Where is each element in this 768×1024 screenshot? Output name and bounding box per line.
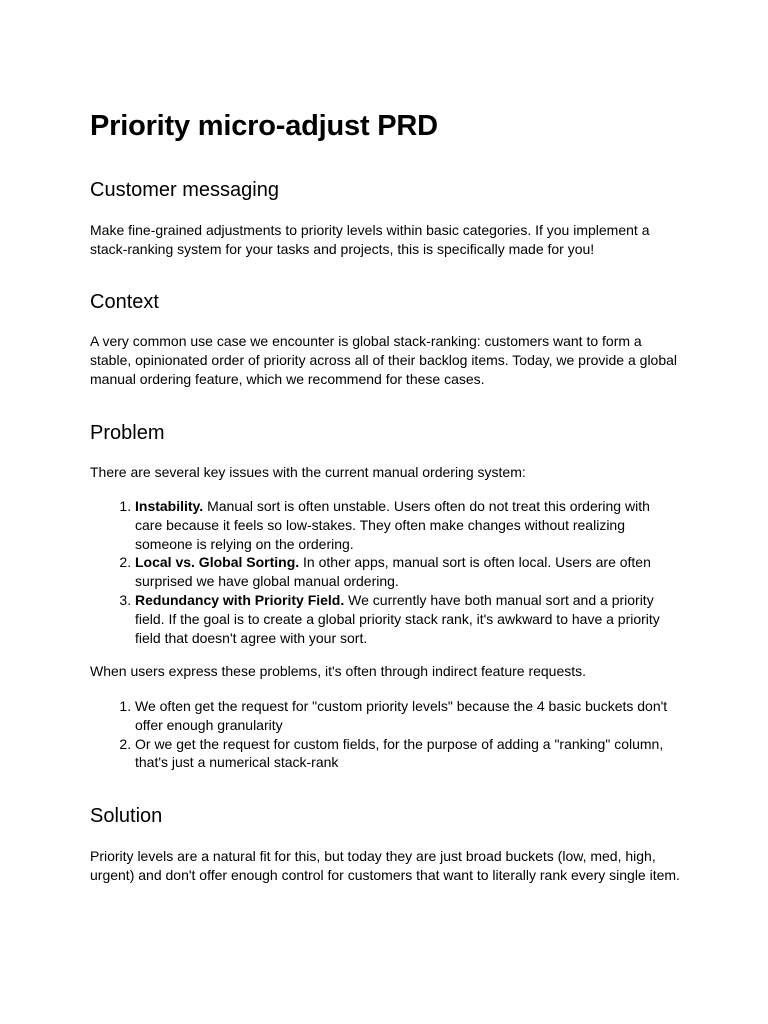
issue-title: Instability. (135, 498, 204, 514)
heading-customer-messaging: Customer messaging (90, 179, 279, 201)
heading-problem: Problem (90, 422, 165, 444)
list-item (135, 591, 680, 647)
issue-text: Manual sort is often unstable. Users often do not treat this ordering with care because it feels so low-stakes. They often make changes without realizing someone is relying on the ordering. (135, 498, 650, 552)
list-item (135, 497, 680, 553)
list-item: 2. Or we get the request for custom fields, for the purpose of adding a "ranking" column, that's just a numerical stack-rank (135, 735, 680, 773)
heading-context: Context (90, 291, 159, 313)
document-title: Priority micro-adjust PRD (90, 110, 438, 142)
list-item: 1. We often get the request for "custom priority levels" because the 4 basic buckets don't offer enough granularity (135, 697, 680, 735)
heading-solution: Solution (90, 805, 163, 827)
requests-list (90, 697, 680, 772)
issues-list (90, 497, 680, 647)
paragraph-solution: Priority levels are a natural fit for this, but today they are just broad buckets (low, med, high, urgent) and don't offer enough control for customers that want to literally rank every single item. (90, 848, 680, 883)
issue-title: Local vs. Global Sorting. (135, 554, 300, 571)
paragraph-context: A very common use case we encounter is global stack-ranking: customers want to form a stable, opinionated order of priority across all of their backlog items. Today, we provide a global manual ordering feature, which we recommend for these cases. (90, 333, 678, 387)
paragraph-customer-messaging: Make fine-grained adjustments to priority levels within basic categories. If you implement a stack-ranking system for your tasks and projects, this is specifically made for you! (90, 222, 650, 257)
paragraph-problem-followup: When users express these problems, it's often through indirect feature requests. (90, 663, 587, 679)
issue-text: We currently have both manual sort and a priority field. If the goal is to create a global priority stack rank, it's awkward to have a priority field that doesn't agree with your sort. (135, 591, 660, 646)
list-item (135, 553, 680, 591)
issue-text: In other apps, manual sort is often local. Users are often surprised we have global manual ordering. (135, 554, 651, 590)
issue-title: Redundancy with Priority Field. (135, 591, 345, 608)
paragraph-problem-intro: There are several key issues with the current manual ordering system: (90, 464, 526, 480)
